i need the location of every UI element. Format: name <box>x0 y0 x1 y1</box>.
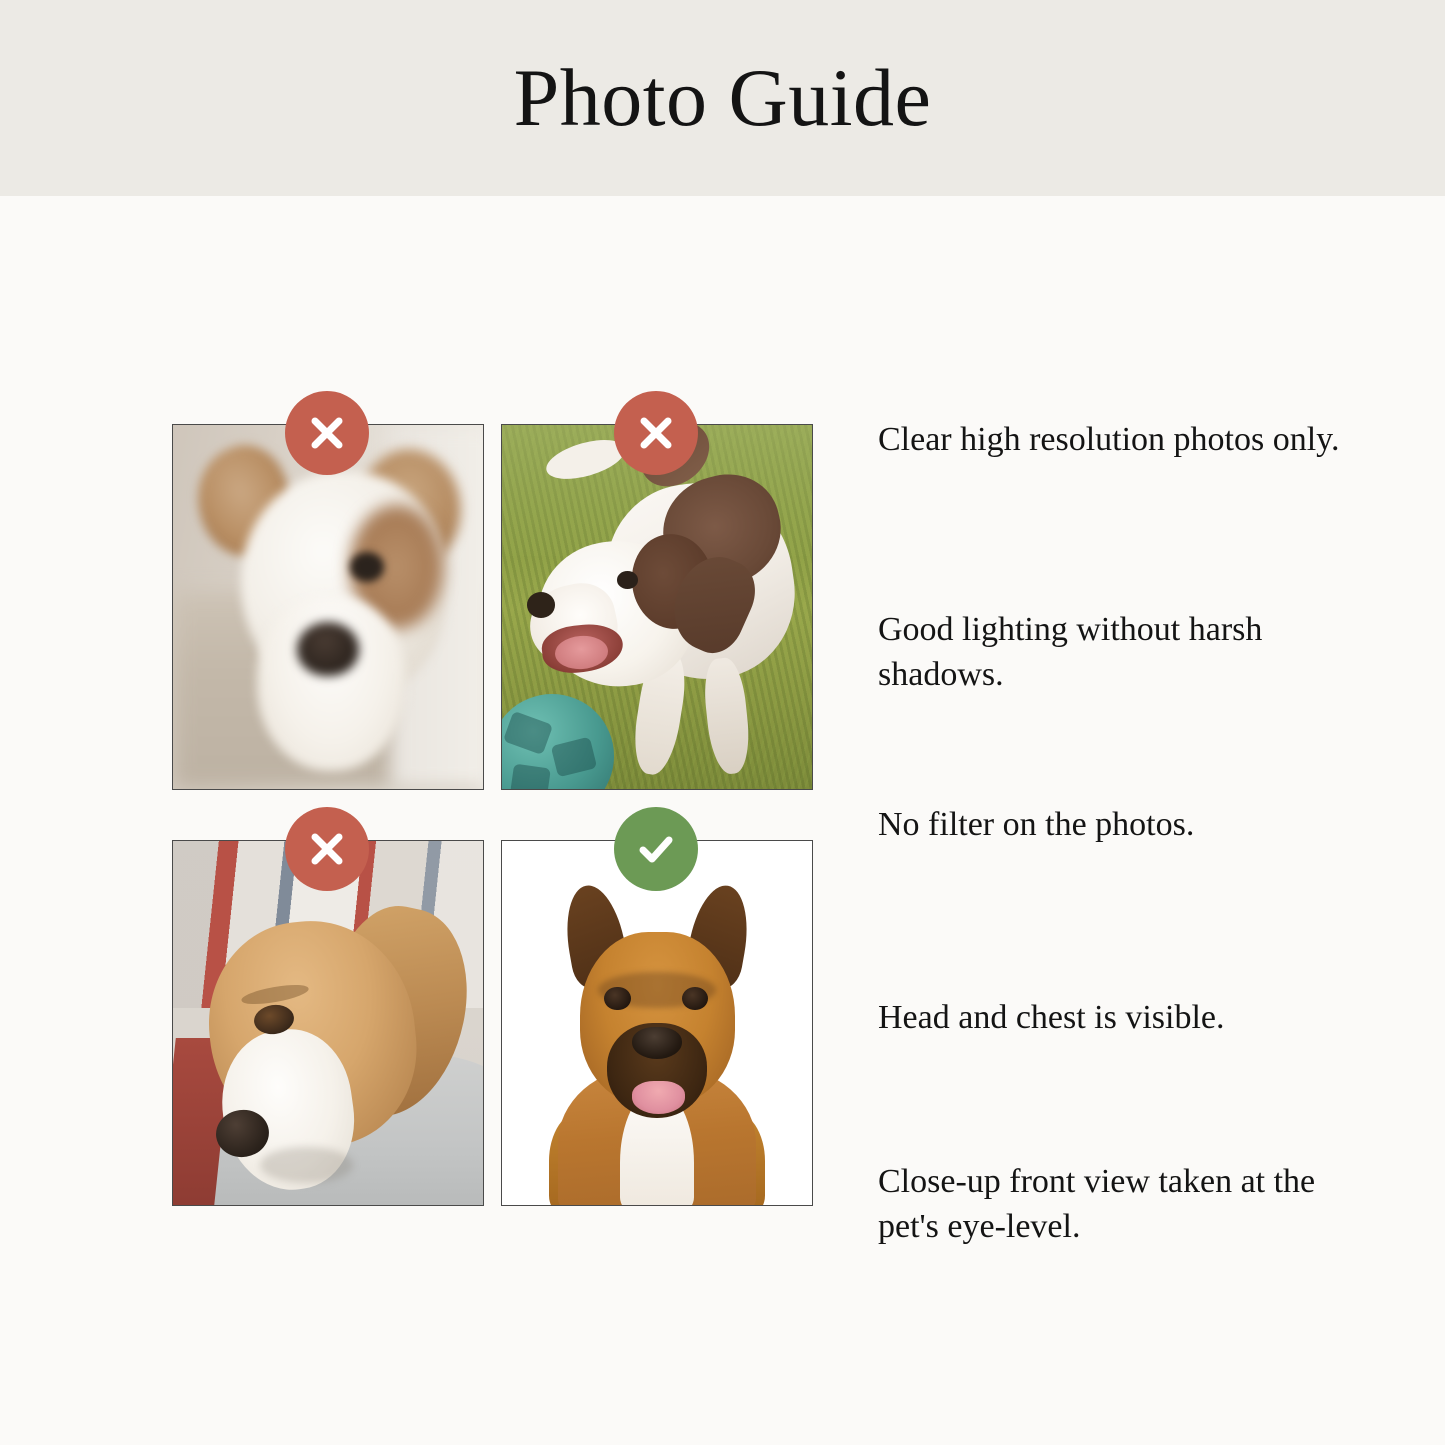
photo-frame <box>172 840 484 1206</box>
list-item: Clear high resolution photos only. <box>878 421 1340 458</box>
photo-image-running-dog-on-grass <box>502 425 812 789</box>
photo-example-running-dog-on-grass <box>501 424 811 788</box>
cross-icon <box>285 391 369 475</box>
photo-frame <box>501 840 813 1206</box>
photo-row-bottom <box>172 840 812 1204</box>
photo-image-beagle-on-couch <box>173 841 483 1205</box>
photo-row-top <box>172 424 812 788</box>
list-item: Head and chest is visible. <box>878 999 1225 1036</box>
photo-frame <box>501 424 813 790</box>
photo-example-french-bulldog-front <box>501 840 811 1204</box>
cross-icon <box>285 807 369 891</box>
list-item: Good lighting without harsh shadows. <box>878 611 1263 693</box>
page-title: Photo Guide <box>513 52 932 143</box>
photo-example-beagle-on-couch <box>172 840 482 1204</box>
cross-icon <box>614 391 698 475</box>
check-icon <box>614 807 698 891</box>
photo-image-blurry-jack-russell <box>173 425 483 789</box>
photo-image-french-bulldog-front <box>502 841 812 1205</box>
photo-examples-grid <box>172 424 812 1256</box>
list-item: No filter on the photos. <box>878 806 1195 843</box>
page-header <box>0 0 1445 196</box>
photo-example-blurry-jack-russell <box>172 424 482 788</box>
photo-frame <box>172 424 484 790</box>
list-item: Close-up front view taken at the pet's eye-level. <box>878 1163 1316 1245</box>
